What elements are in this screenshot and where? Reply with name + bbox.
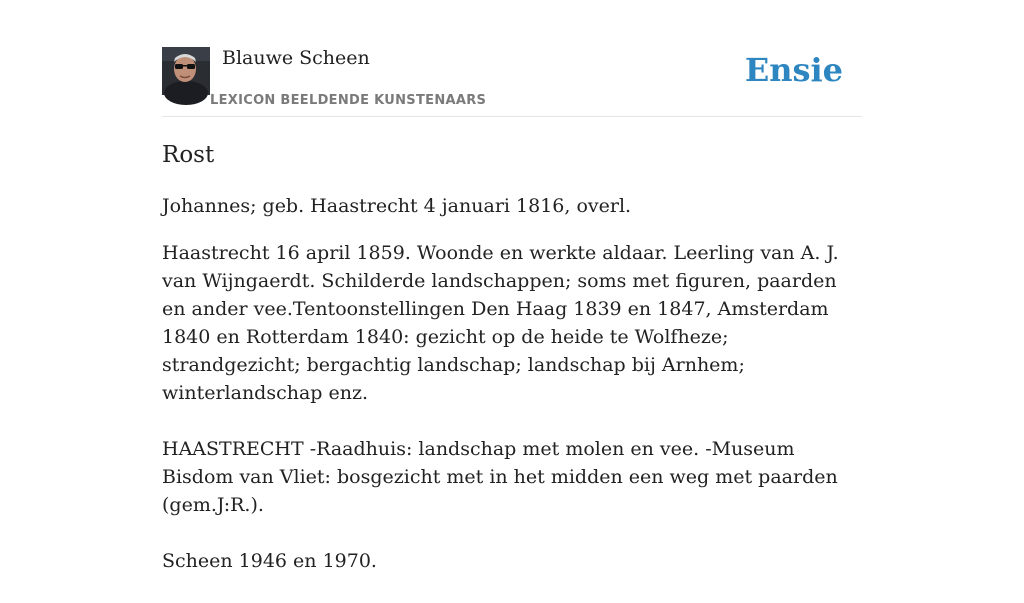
entry-title: Rost bbox=[162, 142, 215, 168]
author-name[interactable]: Blauwe Scheen bbox=[222, 47, 370, 69]
avatar[interactable] bbox=[162, 47, 210, 95]
entry-paragraph: Scheen 1946 en 1970. bbox=[162, 550, 377, 572]
entry-lead: Johannes; geb. Haastrecht 4 januari 1816, overl. bbox=[162, 195, 632, 217]
entry-body bbox=[162, 192, 862, 603]
entry-paragraph: Haastrecht 16 april 1859. Woonde en werkte aldaar. Leerling van A. J. van Wijngaerdt. Schilderde landschappen; soms met figuren, paarden en ander vee.Tentoonstellingen Den Haag 1839 en 1847, Amsterdam 1840 en Rotterdam 1840: gezicht op de heide te Wolfheze; strandgezicht; bergachtig landschap; landschap bij Arnhem; winterlandschap enz. bbox=[162, 242, 839, 404]
ensie-logo[interactable]: Ensie bbox=[744, 51, 843, 89]
header bbox=[162, 46, 862, 117]
collection-label[interactable]: LEXICON BEELDENDE KUNSTENAARS bbox=[210, 93, 487, 108]
author-photo bbox=[162, 47, 210, 95]
entry-paragraph: HAASTRECHT -Raadhuis: landschap met molen en vee. -Museum Bisdom van Vliet: bosgezicht met in het midden een weg met paarden (gem.J:R.). bbox=[162, 438, 838, 516]
